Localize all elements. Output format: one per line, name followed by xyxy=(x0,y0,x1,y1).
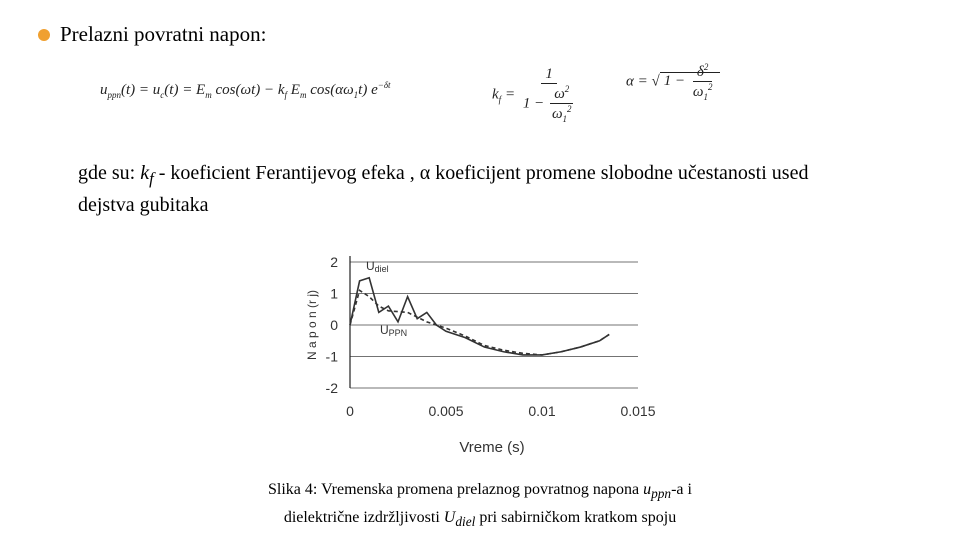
caption-line1-sub: ppn xyxy=(651,486,672,502)
desc-rest: - koeficient Ferantijevog efeka , α koeficijent promene slobodne učestanosti used dejstva gubitaka xyxy=(78,162,809,216)
x-tick-label: 0.005 xyxy=(428,403,464,419)
bullet-dot-icon xyxy=(38,29,50,41)
caption-line2-sub: diel xyxy=(455,514,476,530)
voltage-chart xyxy=(300,248,680,460)
caption-line-2 xyxy=(180,506,780,534)
y-tick-label: 0 xyxy=(330,317,338,333)
y-tick-label: 2 xyxy=(330,254,338,270)
bullet-item xyxy=(38,22,266,47)
caption-line2-prefix: dielektrične izdržljivosti xyxy=(283,509,444,527)
kf-sub: f xyxy=(149,169,154,188)
series-label-uppn: UPPN xyxy=(380,323,408,338)
x-tick-label: 0.015 xyxy=(620,403,656,419)
caption-line-1 xyxy=(180,478,780,506)
series-label-udiel: Udiel xyxy=(366,259,389,274)
formula-alpha: α = √ 1 − $\frac{\delta^2}{\omega_1^2}$ xyxy=(626,62,720,102)
y-tick-label: 1 xyxy=(330,285,338,302)
desc-prefix: gde su: xyxy=(78,162,141,184)
caption-line2-var: U xyxy=(443,509,456,527)
y-tick-label: -1 xyxy=(325,348,338,365)
y-axis-label: N a p o n (r j) xyxy=(305,289,319,361)
x-tick-label: 0 xyxy=(346,403,354,419)
caption-line1-prefix: Slika 4: Vremenska promena prelaznog povratnog napona xyxy=(268,481,644,498)
description-text xyxy=(78,160,838,218)
formula-main: $u_{ppn}(t) = u_c(t) = E_m$ $\cos(\omega t) - k_f$ $E_m$ $\cos(\alpha\omega_1t)$ $e^{-\delta t}$ xyxy=(100,80,391,100)
figure-caption xyxy=(180,478,780,534)
caption-line2-suffix: pri sabirničkom kratkom spoju xyxy=(475,509,677,527)
x-tick-label: 0.01 xyxy=(528,403,556,419)
y-tick-label: -2 xyxy=(325,380,338,396)
x-axis-label: Vreme (s) xyxy=(459,439,525,456)
bullet-text: Prelazni povratni napon: xyxy=(60,22,267,46)
kf-symbol: k xyxy=(140,162,150,184)
formula-kf: $k_f$ = 1 1 − $\frac{\omega^2}{\omega_1^2}$ xyxy=(492,66,572,124)
caption-line1-var: u xyxy=(643,481,652,498)
caption-line1-suffix: -a i xyxy=(671,481,692,498)
